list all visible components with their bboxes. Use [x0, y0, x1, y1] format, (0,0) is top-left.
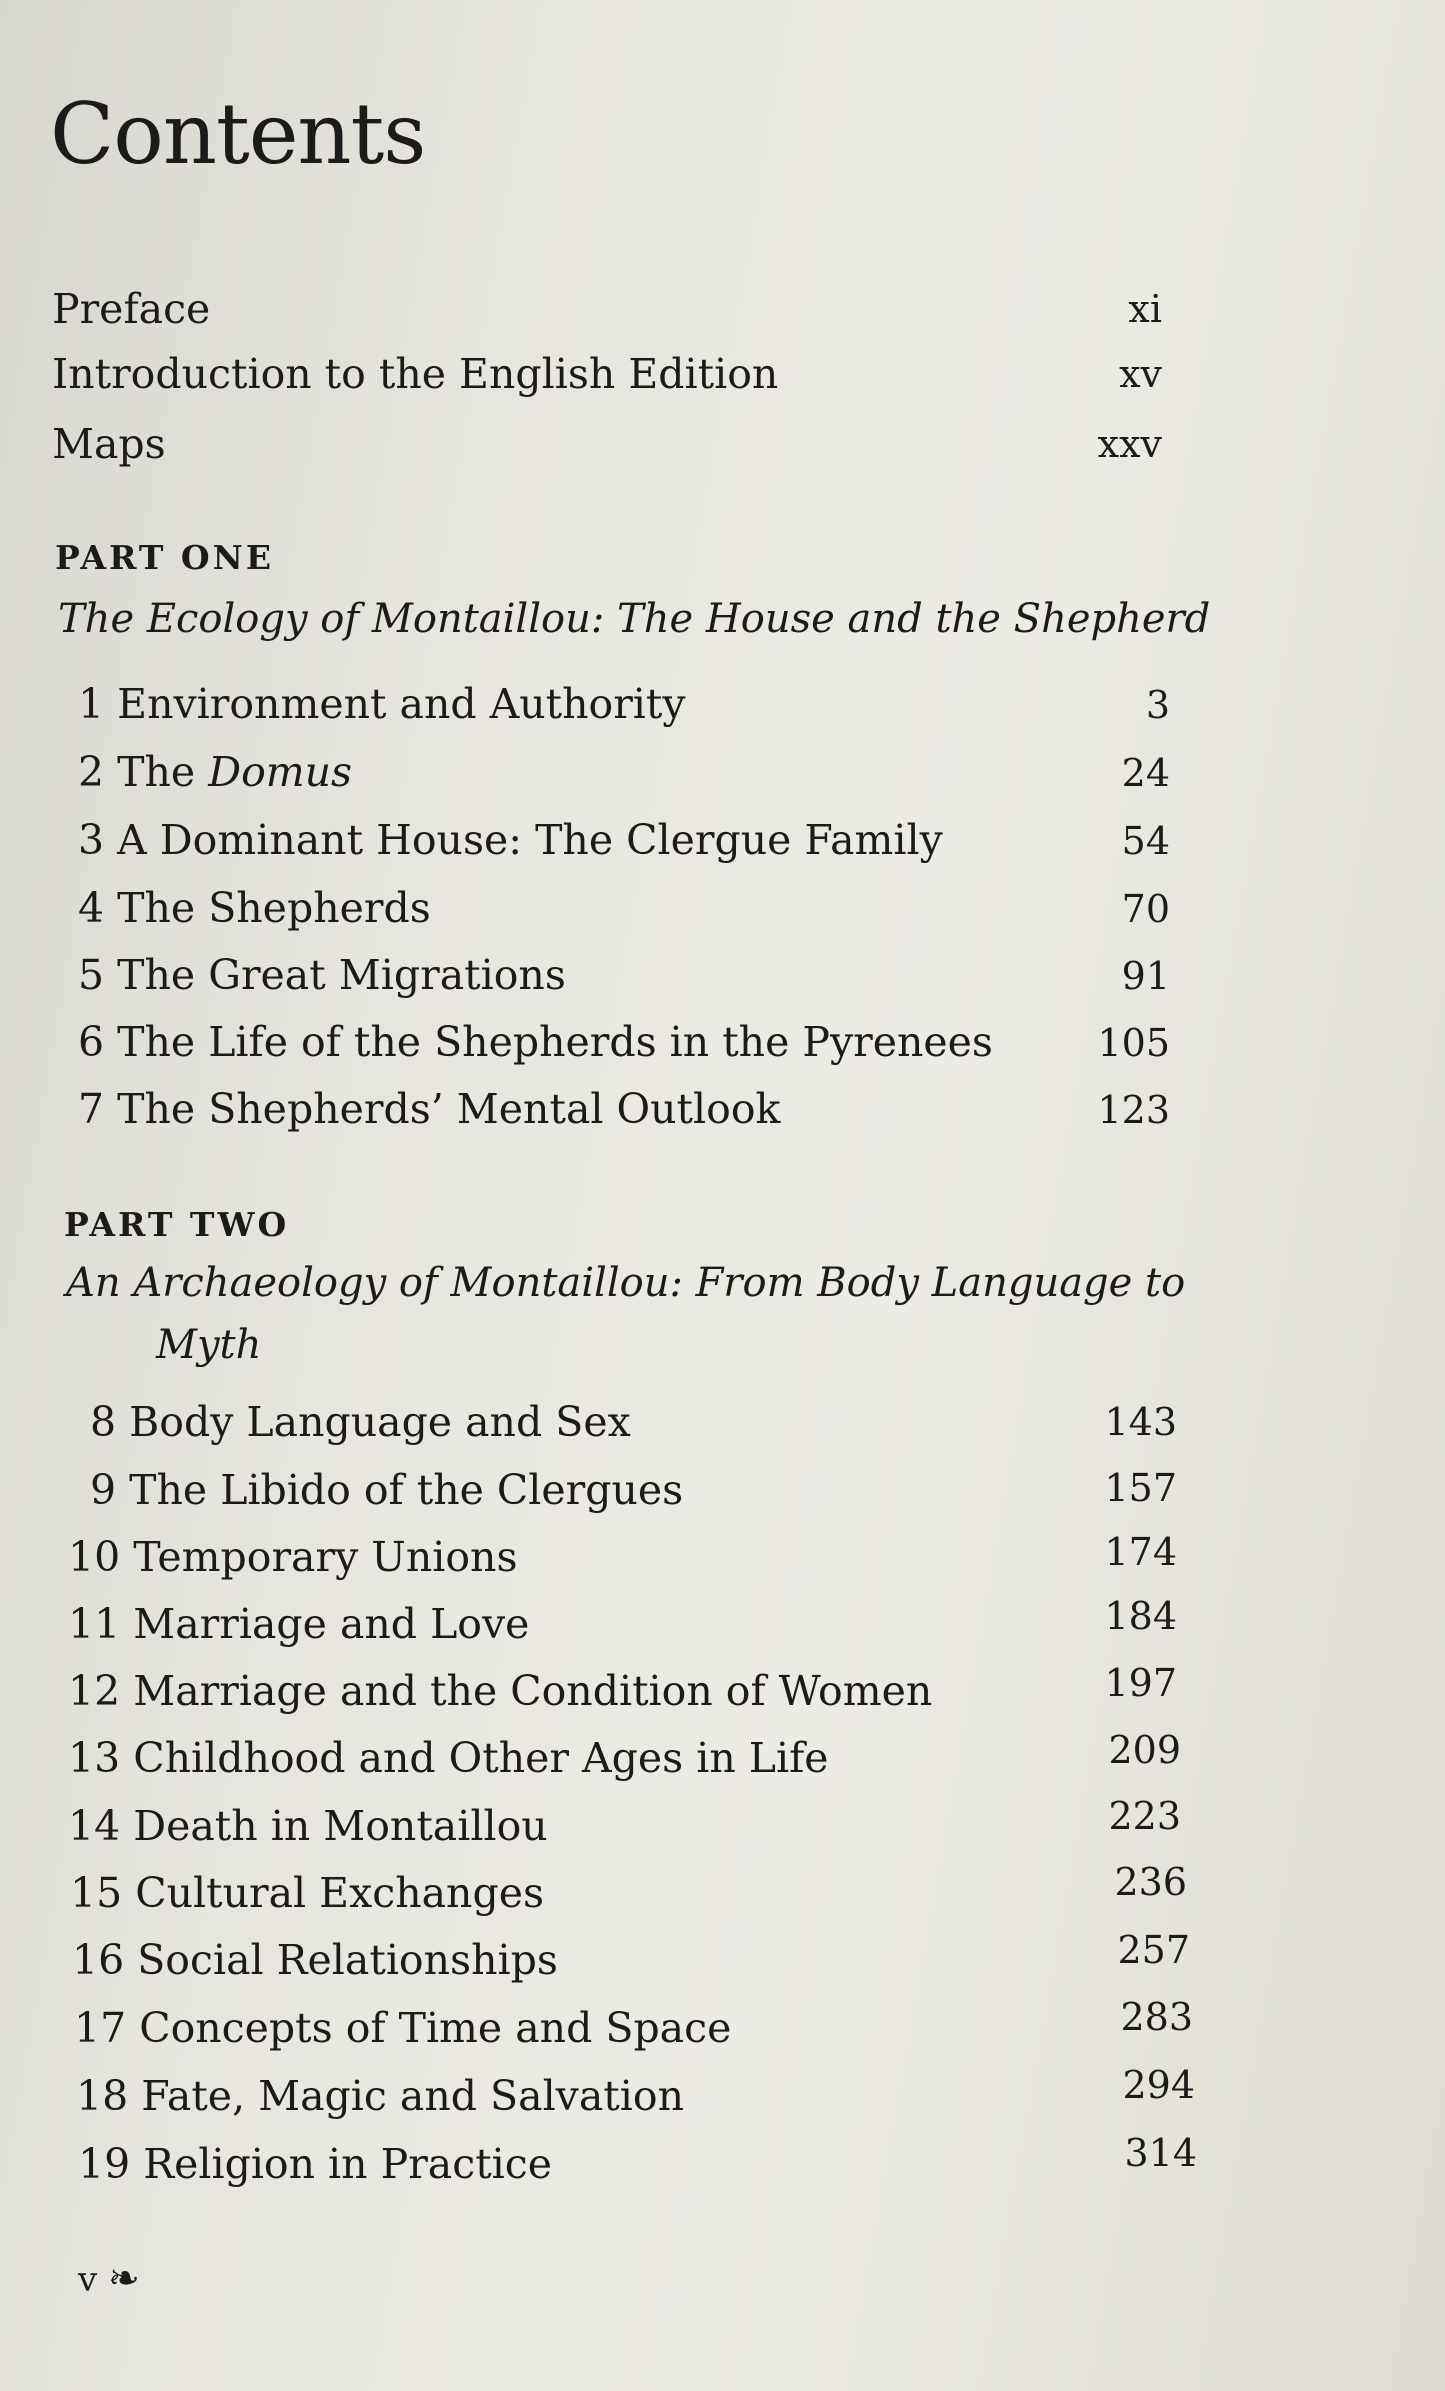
chapter-row: 12 Marriage and the Condition of Women: [68, 1667, 933, 1715]
chapter-row: 11 Marriage and Love: [68, 1600, 530, 1648]
chapter-page: 123: [1097, 1088, 1170, 1132]
chapter-page: 174: [1104, 1530, 1177, 1574]
chapter-row: 10 Temporary Unions: [68, 1533, 518, 1581]
chapter-row: 17 Concepts of Time and Space: [74, 2004, 732, 2052]
chapter-page: 294: [1122, 2063, 1195, 2107]
toc-page: xi: [1128, 287, 1162, 331]
chapter-page: 236: [1114, 1860, 1187, 1904]
chapter-row: 13 Childhood and Other Ages in Life: [68, 1734, 829, 1782]
chapter-row: 5 The Great Migrations: [78, 951, 566, 999]
toc-page: xv: [1119, 352, 1162, 396]
chapter-page: 157: [1104, 1466, 1177, 1510]
chapter-row: 2 The Domus: [78, 748, 353, 796]
page-title: Contents: [50, 85, 426, 183]
toc-page: xxv: [1097, 422, 1162, 466]
chapter-page: 105: [1097, 1021, 1170, 1065]
chapter-page: 184: [1104, 1594, 1177, 1638]
chapter-page: 70: [1121, 887, 1170, 931]
chapter-page: 91: [1121, 954, 1170, 998]
chapter-row: 4 The Shepherds: [78, 884, 431, 932]
chapter-page: 223: [1108, 1794, 1181, 1838]
chapter-page: 143: [1104, 1400, 1177, 1444]
chapter-page: 54: [1121, 819, 1170, 863]
part-one-label: PART ONE: [55, 538, 274, 577]
part-two-title-line2: Myth: [156, 1322, 262, 1368]
page-folio: v ❧: [78, 2256, 140, 2300]
part-two-title-line1: An Archaeology of Montaillou: From Body Language to: [66, 1260, 1186, 1306]
chapter-row: 9 The Libido of the Clergues: [90, 1466, 684, 1514]
chapter-page: 209: [1108, 1728, 1181, 1772]
chapter-row: 14 Death in Montaillou: [68, 1802, 548, 1850]
chapter-page: 283: [1120, 1995, 1193, 2039]
chapter-row: 1 Environment and Authority: [78, 680, 686, 728]
chapter-row: 8 Body Language and Sex: [90, 1398, 631, 1446]
toc-entry-maps: Maps: [52, 420, 166, 468]
chapter-page: 24: [1121, 751, 1170, 795]
chapter-row: 3 A Dominant House: The Clergue Family: [78, 816, 943, 864]
part-two-label: PART TWO: [64, 1205, 290, 1244]
toc-entry-preface: Preface: [52, 285, 211, 333]
chapter-row: 15 Cultural Exchanges: [70, 1869, 544, 1917]
chapter-row: 16 Social Relationships: [72, 1936, 558, 1984]
chapter-page: 3: [1145, 683, 1170, 727]
chapter-row: 19 Religion in Practice: [78, 2140, 553, 2188]
chapter-page: 257: [1117, 1928, 1190, 1972]
chapter-row: 6 The Life of the Shepherds in the Pyrenees: [78, 1018, 993, 1066]
toc-entry-introduction: Introduction to the English Edition: [52, 350, 779, 398]
chapter-page: 197: [1104, 1661, 1177, 1705]
fleuron-icon: ❧: [108, 2256, 140, 2300]
chapter-page: 314: [1124, 2131, 1197, 2175]
chapter-row: 18 Fate, Magic and Salvation: [76, 2072, 684, 2120]
chapter-row: 7 The Shepherds’ Mental Outlook: [78, 1085, 781, 1133]
part-one-title: The Ecology of Montaillou: The House and the Shepherd: [58, 596, 1211, 642]
